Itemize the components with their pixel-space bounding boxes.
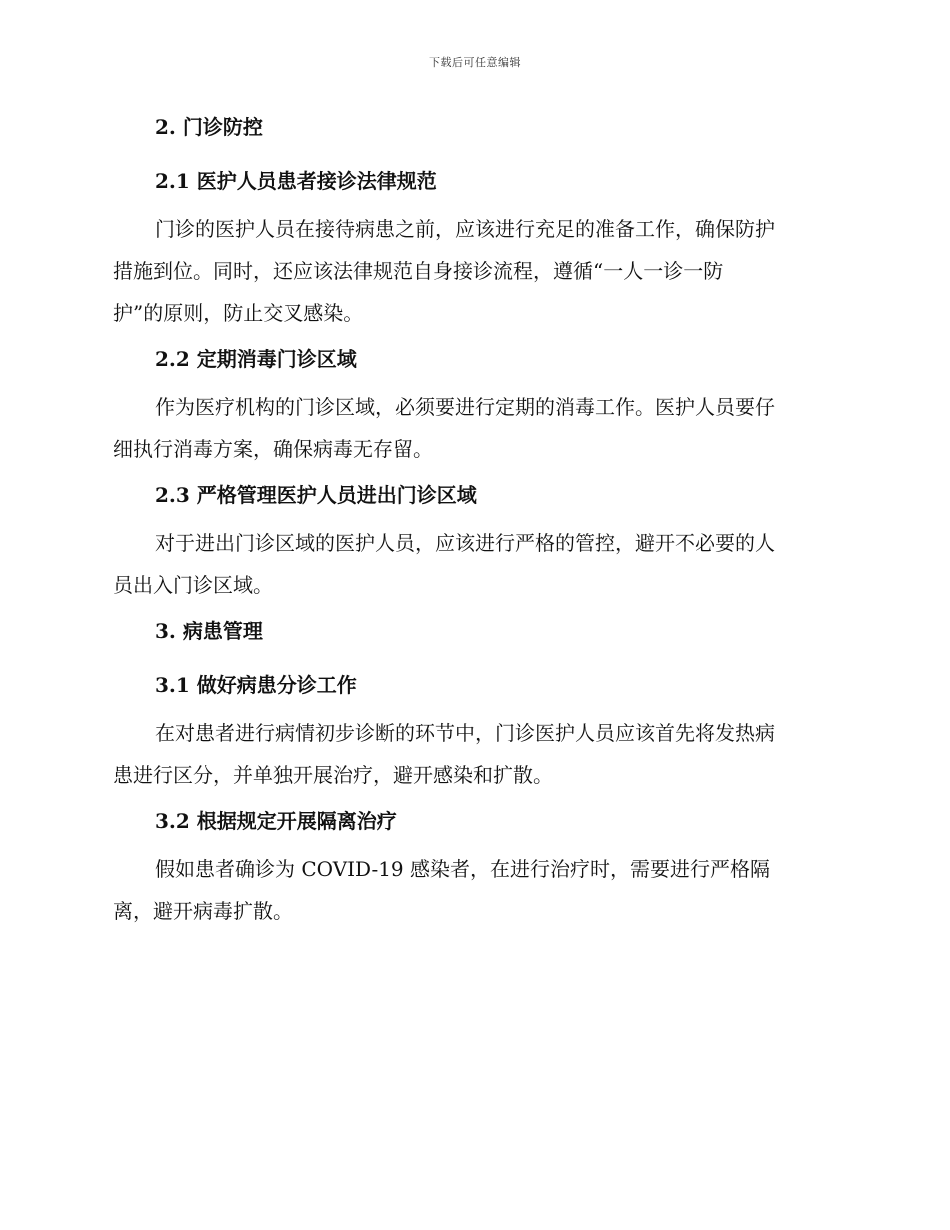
paragraph-line: 门诊的医护人员在接待病患之前，应该进行充足的准备工作，确保防护: [155, 217, 775, 241]
paragraph-line: 细执行消毒方案，确保病毒无存留。: [113, 437, 433, 461]
paragraph-line: 员出入门诊区域。: [113, 573, 273, 597]
section-heading-3: 3. 病患管理: [155, 619, 263, 643]
section-heading-2-2: 2.2 定期消毒门诊区域: [155, 347, 357, 371]
paragraph-3-1: [113, 712, 833, 796]
document-body: [113, 112, 833, 932]
paragraph-line: 作为医疗机构的门诊区域，必须要进行定期的消毒工作。医护人员要仔: [155, 395, 775, 419]
paragraph-3-2: [113, 848, 833, 932]
paragraph-2-3: [113, 522, 833, 606]
section-heading-3-1: 3.1 做好病患分诊工作: [155, 673, 357, 697]
section-heading-3-2: 3.2 根据规定开展隔离治疗: [155, 809, 397, 833]
page-header: 下载后可任意编辑: [429, 56, 521, 69]
section-heading-2-3: 2.3 严格管理医护人员进出门诊区域: [155, 483, 477, 507]
paragraph-line: 在对患者进行病情初步诊断的环节中，门诊医护人员应该首先将发热病: [155, 721, 775, 745]
paragraph-line: 离，避开病毒扩散。: [113, 899, 293, 923]
paragraph-line: 患进行区分，并单独开展治疗，避开感染和扩散。: [113, 763, 553, 787]
paragraph-line: 护”的原则，防止交叉感染。: [113, 301, 364, 325]
paragraph-2-1: [113, 208, 833, 334]
section-heading-2-1: 2.1 医护人员患者接诊法律规范: [155, 169, 437, 193]
section-heading-2: 2. 门诊防控: [155, 115, 263, 139]
paragraph-2-2: [113, 386, 833, 470]
paragraph-line: 对于进出门诊区域的医护人员，应该进行严格的管控，避开不必要的人: [155, 531, 775, 555]
paragraph-line: 措施到位。同时，还应该法律规范自身接诊流程，遵循“一人一诊一防: [113, 259, 724, 283]
paragraph-line: 假如患者确诊为 COVID-19 感染者，在进行治疗时，需要进行严格隔: [155, 857, 771, 881]
